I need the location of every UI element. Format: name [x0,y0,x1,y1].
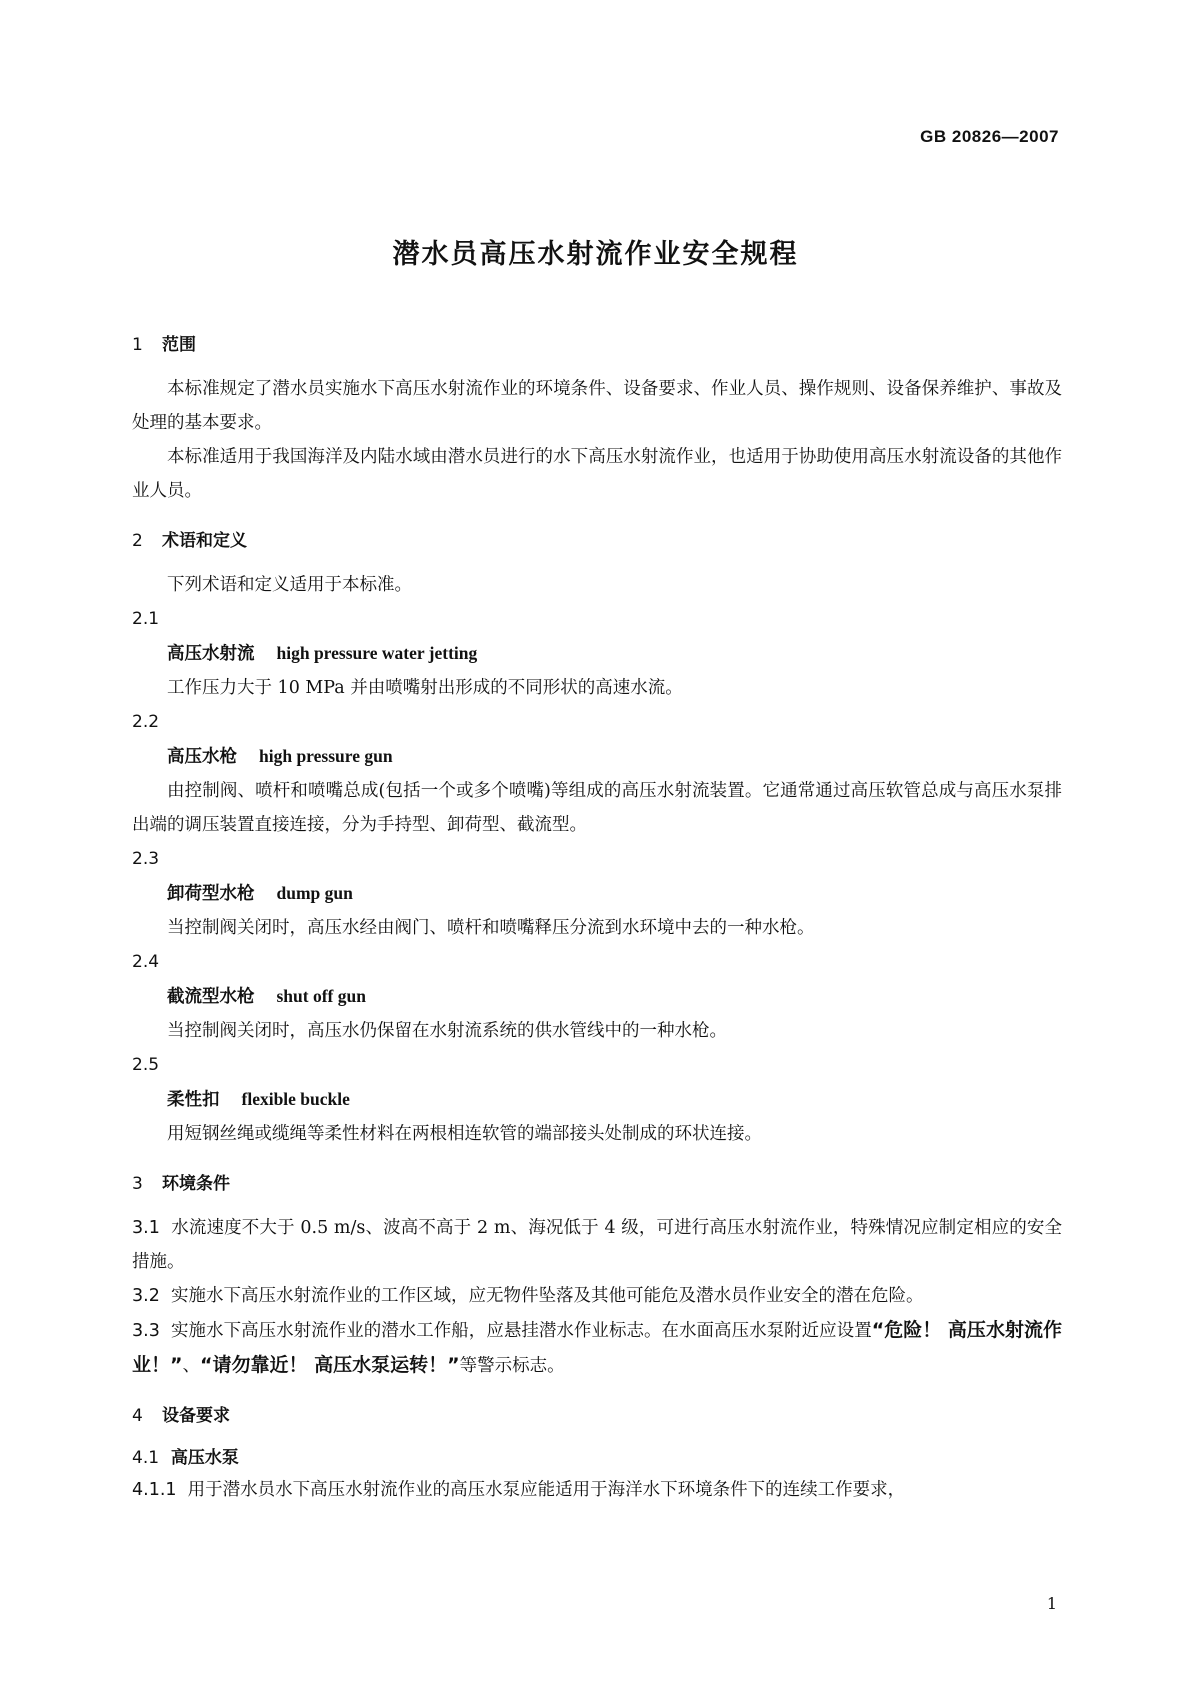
clause-number: 4.1.1 [132,1480,177,1500]
term-zh: 截流型水枪 [167,987,255,1007]
term-en: dump gun [276,883,353,903]
section-4-heading [132,1403,1062,1429]
clause-text: 实施水下高压水射流作业的工作区域，应无物件坠落及其他可能危及潜水员作业安全的潜在危险。 [170,1286,924,1306]
clause-text: 实施水下高压水射流作业的潜水工作船，应悬挂潜水作业标志。在水面高压水泵附近应设置 [171,1321,872,1341]
clause-number: 3.1 [132,1218,160,1238]
subsection-number: 4.1 [132,1448,160,1468]
standard-number: GB 20826—2007 [920,127,1059,146]
page-number: 1 [1046,1594,1057,1613]
section-1-heading [132,332,1062,358]
section-title: 术语和定义 [162,531,247,551]
warning-separator: 、 [182,1356,200,1376]
warning-sign-text: “请勿靠近！ 高压水泵运转！” [200,1354,460,1376]
paragraph: 本标准规定了潜水员实施水下高压水射流作业的环境条件、设备要求、作业人员、操作规则、设备保养维护、事故及处理的基本要求。 [132,379,1062,433]
term-zh: 柔性扣 [167,1090,220,1110]
clause-text: 水流速度不大于 0.5 m/s、波高不高于 2 m、海况低于 4 级，可进行高压水射流作业，特殊情况应制定相应的安全措施。 [132,1218,1062,1272]
clause [132,1211,1062,1279]
term-definition: 用短钢丝绳或缆绳等柔性材料在两根相连软管的端部接头处制成的环状连接。 [167,1124,762,1144]
term-number: 2.3 [132,849,160,869]
term-entry [132,876,1062,911]
section-number: 1 [132,335,143,355]
term-number: 2.1 [132,609,160,629]
subsection-title: 高压水泵 [170,1448,239,1468]
term-zh: 卸荷型水枪 [167,884,255,904]
term-number: 2.2 [132,712,160,732]
document-body [132,332,1062,1507]
section-number: 3 [132,1174,143,1194]
term-definition: 当控制阀关闭时，高压水经由阀门、喷杆和喷嘴释压分流到水环境中去的一种水枪。 [167,918,815,938]
section-title: 环境条件 [162,1174,230,1194]
section-number: 2 [132,531,143,551]
subsection-heading [132,1443,1062,1473]
term-number: 2.4 [132,952,160,972]
clause-number: 3.3 [132,1321,160,1341]
term-entry [132,979,1062,1014]
term-en: high pressure gun [259,746,393,766]
clause-text-tail: 等警示标志。 [459,1356,565,1376]
term-number: 2.5 [132,1055,160,1075]
term-en: shut off gun [276,986,366,1006]
section-number: 4 [132,1406,143,1426]
term-zh: 高压水射流 [167,644,255,664]
term-definition: 由控制阀、喷杆和喷嘴总成(包括一个或多个喷嘴)等组成的高压水射流装置。它通常通过高压软管总成与高压水泵排出端的调压装置直接连接，分为手持型、卸荷型、截流型。 [132,781,1062,835]
clause-number: 3.2 [132,1286,160,1306]
clause [132,1279,1062,1313]
paragraph: 本标准适用于我国海洋及内陆水域由潜水员进行的水下高压水射流作业，也适用于协助使用高压水射流设备的其他作业人员。 [132,447,1062,501]
term-zh: 高压水枪 [167,747,237,767]
term-en: flexible buckle [241,1089,350,1109]
term-definition: 当控制阀关闭时，高压水仍保留在水射流系统的供水管线中的一种水枪。 [167,1021,727,1041]
section-2-heading [132,528,1062,554]
section-3-heading [132,1171,1062,1197]
term-entry [132,739,1062,774]
section-title: 设备要求 [162,1406,230,1426]
section-title: 范围 [162,335,196,355]
term-en: high pressure water jetting [276,643,478,663]
warning-sign-text: “危险！ 高压水射流作业！” [132,1319,1062,1376]
clause [132,1313,1062,1383]
term-entry [132,636,1062,671]
term-definition: 工作压力大于 10 MPa 并由喷嘴射出形成的不同形状的高速水流。 [167,678,683,698]
clause-text: 用于潜水员水下高压水射流作业的高压水泵应能适用于海洋水下环境条件下的连续工作要求， [187,1480,906,1500]
term-entry [132,1082,1062,1117]
clause [132,1473,1062,1507]
document-title: 潜水员高压水射流作业安全规程 [392,239,799,270]
paragraph: 下列术语和定义适用于本标准。 [167,575,412,595]
